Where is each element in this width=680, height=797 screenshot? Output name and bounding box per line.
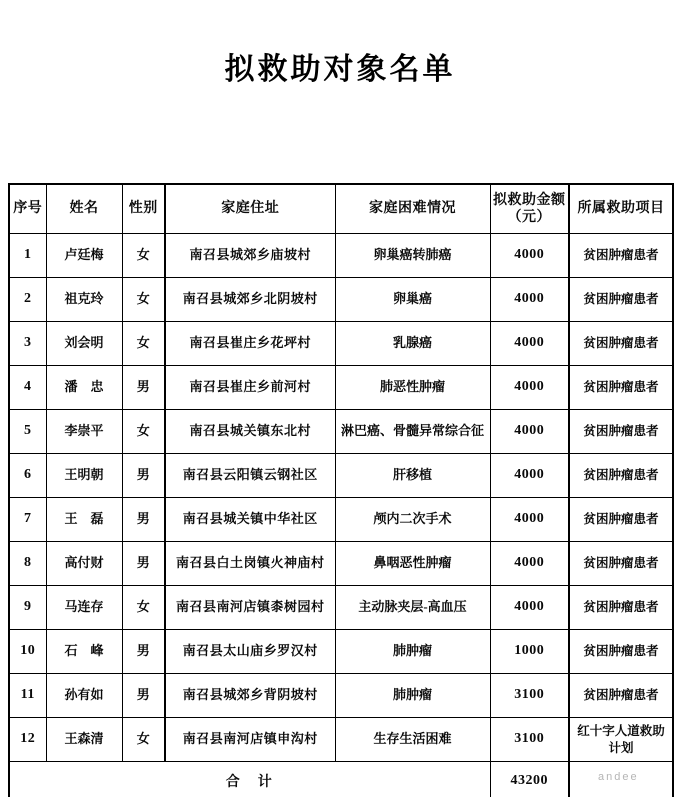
- total-row: [9, 762, 673, 797]
- cell-amount: 3100: [490, 674, 569, 718]
- cell-amount: 4000: [490, 454, 569, 498]
- cell-project: 贫困肿瘤患者: [569, 410, 673, 454]
- cell-name: 王明朝: [46, 454, 122, 498]
- cell-difficulty: 主动脉夹层-高血压: [335, 586, 490, 630]
- table-row: [9, 718, 673, 762]
- cell-project: 贫困肿瘤患者: [569, 542, 673, 586]
- column-header-address: 家庭住址: [165, 184, 335, 234]
- cell-name: 马连存: [46, 586, 122, 630]
- row-number: 10: [9, 630, 46, 674]
- cell-difficulty: 淋巴癌、骨髓异常综合征: [335, 410, 490, 454]
- cell-amount: 4000: [490, 498, 569, 542]
- column-header-project: 所属救助项目: [569, 184, 673, 234]
- cell-gender: 女: [122, 718, 165, 762]
- cell-project: 贫困肿瘤患者: [569, 234, 673, 278]
- cell-amount: 1000: [490, 630, 569, 674]
- row-number: 12: [9, 718, 46, 762]
- cell-gender: 女: [122, 586, 165, 630]
- row-number: 3: [9, 322, 46, 366]
- header-row: [9, 184, 673, 234]
- row-number: 2: [9, 278, 46, 322]
- cell-difficulty: 生存生活困难: [335, 718, 490, 762]
- row-number: 8: [9, 542, 46, 586]
- row-number: 1: [9, 234, 46, 278]
- cell-gender: 男: [122, 630, 165, 674]
- cell-project: 贫困肿瘤患者: [569, 366, 673, 410]
- cell-gender: 女: [122, 234, 165, 278]
- cell-address: 南召县城郊乡庙坡村: [165, 234, 335, 278]
- cell-difficulty: 肺肿瘤: [335, 674, 490, 718]
- cell-amount: 4000: [490, 542, 569, 586]
- cell-difficulty: 卵巢癌转肺癌: [335, 234, 490, 278]
- table-row: [9, 542, 673, 586]
- cell-project: 贫困肿瘤患者: [569, 454, 673, 498]
- table-row: [9, 366, 673, 410]
- cell-name: 孙有如: [46, 674, 122, 718]
- total-amount: 43200: [490, 762, 569, 797]
- cell-address: 南召县城关镇东北村: [165, 410, 335, 454]
- row-number: 11: [9, 674, 46, 718]
- watermark-fragment: andee: [598, 771, 639, 783]
- cell-address: 南召县城郊乡背阴坡村: [165, 674, 335, 718]
- cell-name: 祖克玲: [46, 278, 122, 322]
- cell-address: 南召县南河店镇申沟村: [165, 718, 335, 762]
- cell-amount: 4000: [490, 586, 569, 630]
- cell-address: 南召县白土岗镇火神庙村: [165, 542, 335, 586]
- cell-gender: 女: [122, 278, 165, 322]
- cell-address: 南召县崔庄乡前河村: [165, 366, 335, 410]
- cell-project: 贫困肿瘤患者: [569, 630, 673, 674]
- table-row: [9, 234, 673, 278]
- table-row: [9, 278, 673, 322]
- table-row: [9, 322, 673, 366]
- cell-name: 卢廷梅: [46, 234, 122, 278]
- cell-project: 贫困肿瘤患者: [569, 674, 673, 718]
- cell-amount: 3100: [490, 718, 569, 762]
- cell-address: 南召县崔庄乡花坪村: [165, 322, 335, 366]
- cell-name: 王 磊: [46, 498, 122, 542]
- cell-gender: 男: [122, 498, 165, 542]
- cell-name: 石 峰: [46, 630, 122, 674]
- cell-address: 南召县城关镇中华社区: [165, 498, 335, 542]
- cell-project: 贫困肿瘤患者: [569, 322, 673, 366]
- cell-gender: 男: [122, 542, 165, 586]
- column-header-amount: 拟救助金额（元）: [490, 184, 569, 234]
- cell-difficulty: 鼻咽恶性肿瘤: [335, 542, 490, 586]
- total-label: 合 计: [9, 762, 490, 797]
- cell-gender: 男: [122, 454, 165, 498]
- cell-project: 红十字人道救助计划: [569, 718, 673, 762]
- cell-difficulty: 卵巢癌: [335, 278, 490, 322]
- cell-amount: 4000: [490, 278, 569, 322]
- column-header-number: 序号: [9, 184, 46, 234]
- row-number: 4: [9, 366, 46, 410]
- cell-amount: 4000: [490, 410, 569, 454]
- table-row: [9, 454, 673, 498]
- table-row: [9, 674, 673, 718]
- cell-project: 贫困肿瘤患者: [569, 498, 673, 542]
- column-header-difficulty: 家庭困难情况: [335, 184, 490, 234]
- cell-gender: 女: [122, 322, 165, 366]
- cell-address: 南召县城郊乡北阴坡村: [165, 278, 335, 322]
- cell-name: 高付财: [46, 542, 122, 586]
- cell-difficulty: 肝移植: [335, 454, 490, 498]
- cell-name: 王森清: [46, 718, 122, 762]
- page-title: 拟救助对象名单: [224, 53, 456, 86]
- row-number: 9: [9, 586, 46, 630]
- cell-amount: 4000: [490, 322, 569, 366]
- cell-difficulty: 肺肿瘤: [335, 630, 490, 674]
- cell-name: 李崇平: [46, 410, 122, 454]
- cell-difficulty: 肺恶性肿瘤: [335, 366, 490, 410]
- cell-difficulty: 颅内二次手术: [335, 498, 490, 542]
- cell-name: 潘 忠: [46, 366, 122, 410]
- table-row: [9, 410, 673, 454]
- cell-gender: 女: [122, 410, 165, 454]
- aid-recipients-table: [8, 183, 674, 797]
- column-header-gender: 性别: [122, 184, 165, 234]
- cell-address: 南召县云阳镇云钢社区: [165, 454, 335, 498]
- table-row: [9, 630, 673, 674]
- cell-name: 刘会明: [46, 322, 122, 366]
- cell-address: 南召县太山庙乡罗汉村: [165, 630, 335, 674]
- cell-gender: 男: [122, 366, 165, 410]
- cell-address: 南召县南河店镇桼树园村: [165, 586, 335, 630]
- cell-project: 贫困肿瘤患者: [569, 278, 673, 322]
- cell-amount: 4000: [490, 366, 569, 410]
- row-number: 6: [9, 454, 46, 498]
- table-row: [9, 586, 673, 630]
- table-row: [9, 498, 673, 542]
- row-number: 5: [9, 410, 46, 454]
- column-header-name: 姓名: [46, 184, 122, 234]
- cell-gender: 男: [122, 674, 165, 718]
- row-number: 7: [9, 498, 46, 542]
- cell-project: 贫困肿瘤患者: [569, 586, 673, 630]
- cell-difficulty: 乳腺癌: [335, 322, 490, 366]
- cell-amount: 4000: [490, 234, 569, 278]
